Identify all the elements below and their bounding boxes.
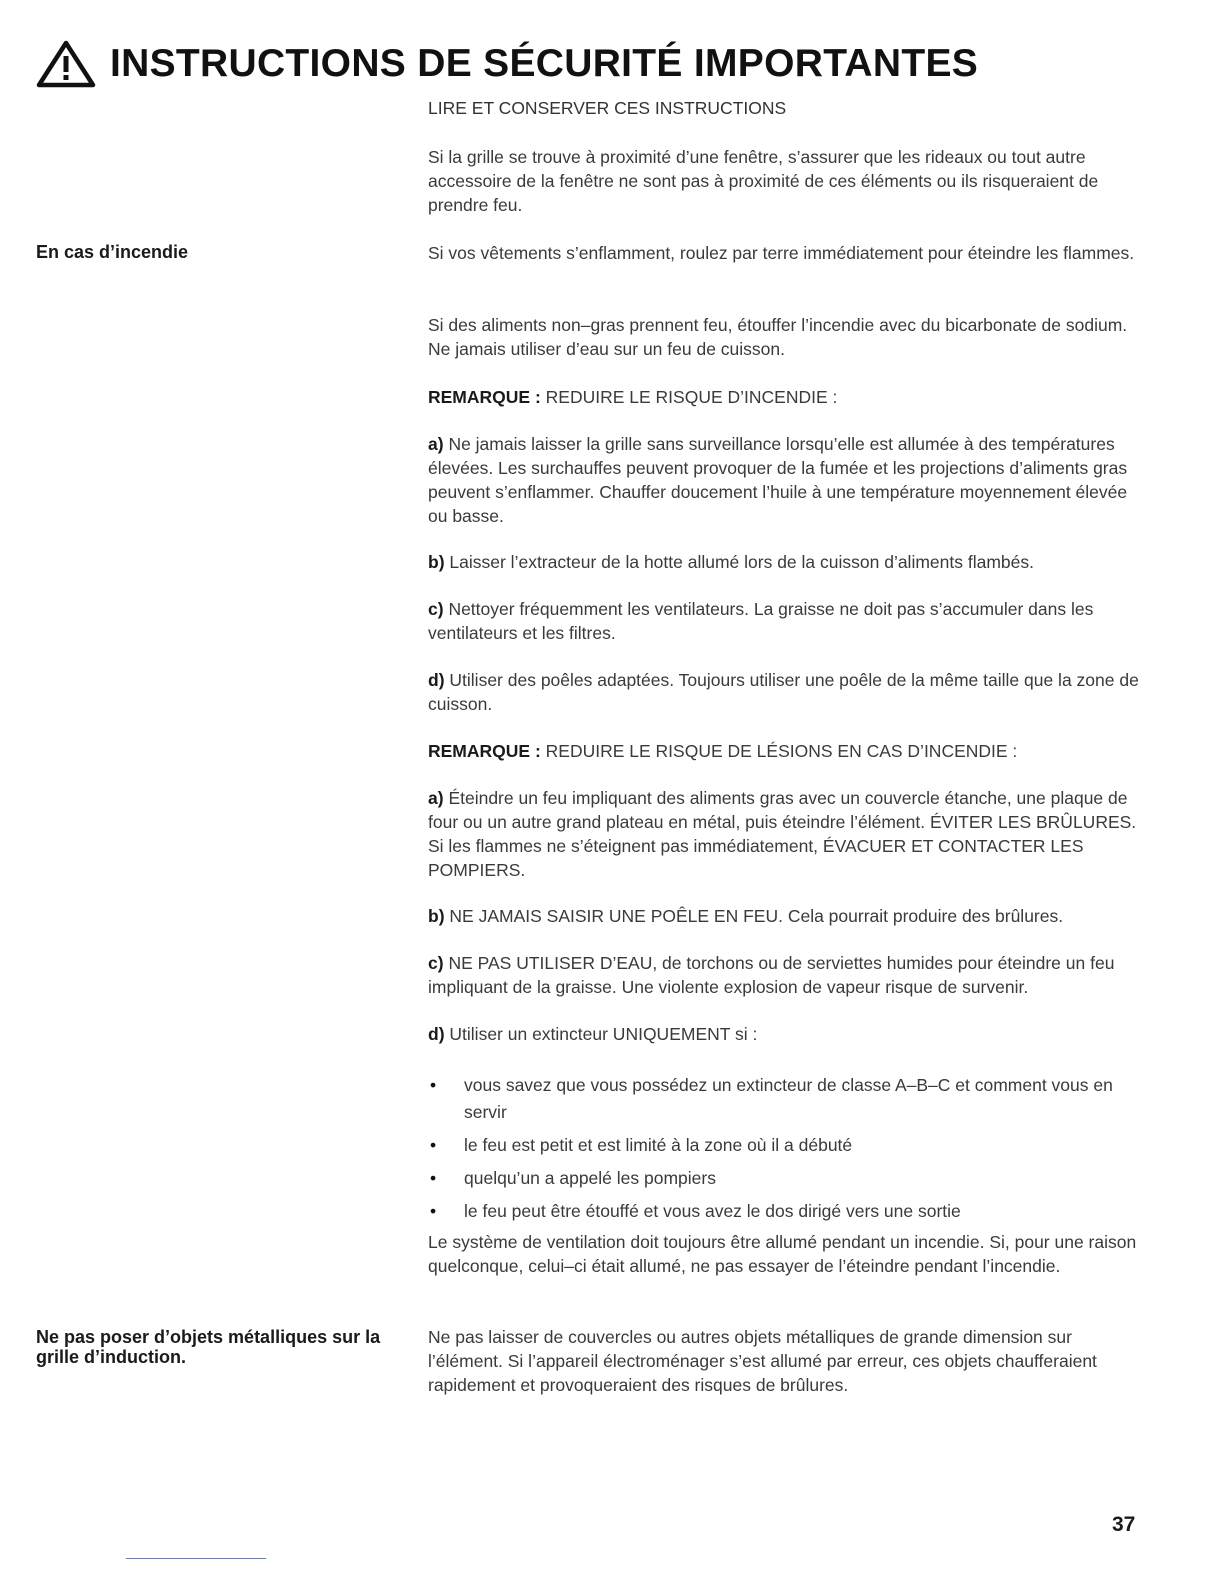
item-letter: d) <box>428 670 445 690</box>
item-letter: b) <box>428 552 445 572</box>
item-letter: a) <box>428 434 444 454</box>
remark-1-label: REMARQUE : <box>428 387 541 407</box>
item-text: NE JAMAIS SAISIR UNE POÊLE EN FEU. Cela pourrait produire des brûlures. <box>449 906 1064 926</box>
item-text: Éteindre un feu impliquant des aliments gras avec un couvercle étanche, une plaque de four ou un autre grand plateau en métal, puis éteindre l’élément. ÉVITER LES BRÛLURES. Si les flammes ne s’éteignent pas immédiatement, ÉVACUER ET CONTACTER LES POMPIERS. <box>428 788 1137 880</box>
ventilation-paragraph: Le système de ventilation doit toujours être allumé pendant un incendie. Si, pour une raison quelconque, celui–ci était allumé, ne pas essayer de l’éteindre pendant l’incendie. <box>428 1232 1137 1276</box>
remark-2-item-a <box>428 786 1148 882</box>
item-letter: d) <box>428 1024 445 1044</box>
remark-1-item-d <box>428 668 1148 716</box>
fire-paragraph-1: Si vos vêtements s’enflamment, roulez par terre immédiatement pour éteindre les flammes. <box>428 243 1135 263</box>
page-subtitle: LIRE ET CONSERVER CES INSTRUCTIONS <box>428 98 787 118</box>
remark-2-text: REDUIRE LE RISQUE DE LÉSIONS EN CAS D’INCENDIE : <box>545 741 1018 761</box>
remark-1-item-b <box>428 550 1148 574</box>
page-header <box>36 40 978 88</box>
remark-1-item-a <box>428 432 1148 528</box>
list-item: • vous savez que vous possédez un extincteur de classe A–B–C et comment vous en servir <box>428 1072 1128 1126</box>
remark-2 <box>428 739 1148 763</box>
remark-2-item-d <box>428 1022 1148 1046</box>
item-text: NE PAS UTILISER D’EAU, de torchons ou de serviettes humides pour éteindre un feu impliquant de la graisse. Une violente explosion de vapeur risque de survenir. <box>428 953 1115 997</box>
item-text: Laisser l’extracteur de la hotte allumé lors de la cuisson d’aliments flambés. <box>449 552 1034 572</box>
page-title: INSTRUCTIONS DE SÉCURITÉ IMPORTANTES <box>110 42 979 85</box>
footer-rule <box>126 1558 266 1559</box>
remark-1-item-c <box>428 597 1148 645</box>
list-item: • le feu est petit et est limité à la zone où il a débuté <box>428 1132 1128 1159</box>
item-letter: c) <box>428 953 444 973</box>
item-letter: c) <box>428 599 444 619</box>
remark-2-item-c <box>428 951 1148 999</box>
list-item: • quelqu’un a appelé les pompiers <box>428 1165 1128 1192</box>
item-text: Ne jamais laisser la grille sans surveillance lorsqu’elle est allumée à des températures élevées. Les surchauffes peuvent provoquer de la fumée et les projections d’aliments gras peuvent s’enflammer. Chauffer doucement l’huile à une température moyennement élevée ou basse. <box>428 434 1128 526</box>
list-item: • le feu peut être étouffé et vous avez le dos dirigé vers une sortie <box>428 1198 1128 1225</box>
item-text: Utiliser un extincteur UNIQUEMENT si : <box>449 1024 758 1044</box>
intro-paragraph: Si la grille se trouve à proximité d’une fenêtre, s’assurer que les rideaux ou tout autre accessoire de la fenêtre ne sont pas à proximité de ces éléments ou ils risqueraient de prendre feu. <box>428 147 1099 215</box>
warning-triangle-icon <box>36 40 96 88</box>
item-letter: a) <box>428 788 444 808</box>
section-heading-fire: En cas d’incendie <box>36 242 189 262</box>
page-number: 37 <box>1112 1513 1136 1536</box>
section-heading-metal: Ne pas poser d’objets métalliques sur la grille d’induction. <box>36 1327 381 1367</box>
item-letter: b) <box>428 906 445 926</box>
item-text: Utiliser des poêles adaptées. Toujours utiliser une poêle de la même taille que la zone de cuisson. <box>428 670 1139 714</box>
item-text: Nettoyer fréquemment les ventilateurs. La graisse ne doit pas s’accumuler dans les ventilateurs et les filtres. <box>428 599 1094 643</box>
metal-paragraph: Ne pas laisser de couvercles ou autres objets métalliques de grande dimension sur l’élément. Si l’appareil électroménager s’est allumé par erreur, ces objets chaufferaient rapidement et provoqueraient des risques de brûlures. <box>428 1327 1097 1395</box>
fire-paragraph-2: Si des aliments non–gras prennent feu, étouffer l’incendie avec du bicarbonate de sodium. Ne jamais utiliser d’eau sur un feu de cuisson. <box>428 315 1128 359</box>
remark-2-label: REMARQUE : <box>428 741 541 761</box>
remark-1-text: REDUIRE LE RISQUE D’INCENDIE : <box>545 387 838 407</box>
extinguisher-conditions-list <box>428 1072 1128 1231</box>
remark-2-item-b <box>428 904 1148 928</box>
remark-1 <box>428 385 1148 409</box>
